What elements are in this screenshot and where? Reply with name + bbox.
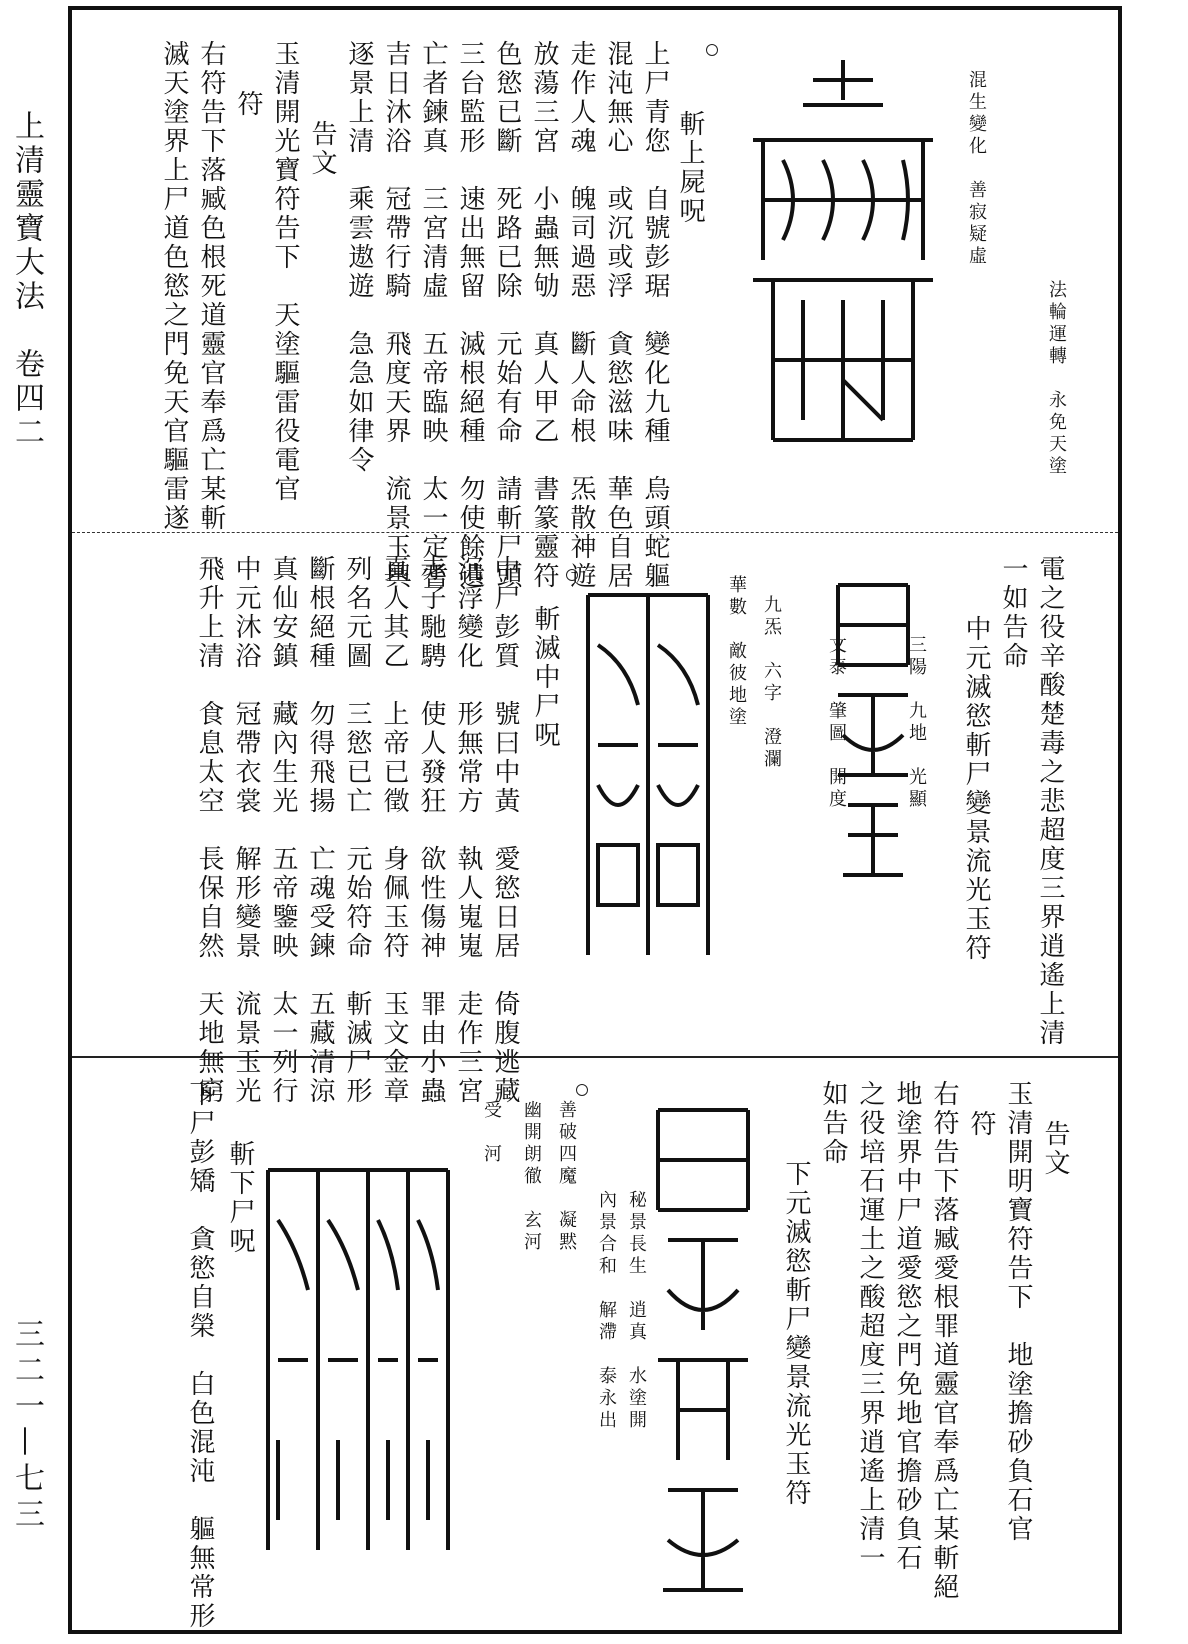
circle-marker-icon xyxy=(576,1084,588,1096)
seal-caption: 三陽 九地 光顯 xyxy=(906,635,927,811)
talisman-glyph-icon xyxy=(733,50,953,470)
fu-line: 右符告下落臧愛根罪道靈官奉爲亡某斬絕 xyxy=(929,1080,959,1602)
text-line: 中尸彭質 號曰中黃 愛慾日居 倚腹逃藏 xyxy=(490,555,520,1106)
text-line: 逐景上清 乘雲遨遊 急急如律令 xyxy=(344,40,374,475)
book-title: 上清靈寶大法 卷四二 xyxy=(9,110,44,450)
talisman-glyph-icon xyxy=(258,1160,458,1560)
text-line: 赤子馳騁 使人發狂 欲性傷神 罪由小蟲 xyxy=(416,555,446,1106)
divider-lower xyxy=(72,1056,1118,1058)
talisman-glyph-icon xyxy=(578,585,718,965)
seal-caption-right: 混生變化 善寂疑虛 xyxy=(966,70,987,268)
fu-line: 滅天塗界上尸道色慾之門免天官驅雷遂 xyxy=(159,40,189,533)
seal-caption: 善破四魔 凝黙 xyxy=(556,1100,577,1254)
divider-upper xyxy=(72,532,1118,533)
talisman-seal-middle-left xyxy=(578,585,718,965)
section-upper xyxy=(72,10,1118,591)
fu-label: 符 xyxy=(966,1110,996,1139)
heading-lower-curse: 斬下尸呪 xyxy=(225,1140,255,1256)
heading-lower-talisman: 下元滅慾斬尸變景流光玉符 xyxy=(781,1160,811,1508)
text-line: 沉浮變化 形無常方 執人嵬嵬 走作三宮 xyxy=(453,555,483,1106)
talisman-seal-lower-right xyxy=(648,1090,758,1610)
circle-marker-icon xyxy=(566,569,578,581)
text-line: 一如告命 xyxy=(998,555,1028,671)
seal-caption: 受 河 xyxy=(481,1100,502,1166)
gaowen-label: 告文 xyxy=(1040,1120,1070,1178)
seal-caption: 文泰 肇圖 開度 xyxy=(826,635,847,811)
seal-caption: 九炁 六字 澄瀾 xyxy=(761,595,782,771)
text-line: 混沌無心 或沉或浮 貪慾滋味 華色自居 xyxy=(603,40,633,591)
talisman-glyph-icon xyxy=(828,565,918,895)
fu-label: 符 xyxy=(233,90,263,119)
section-middle xyxy=(72,535,1118,1106)
text-line: 上尸青您 自號彭琚 變化九種 烏頭蛇軀 xyxy=(640,40,670,591)
text-line: 下尸彭矯 貪慾自榮 白色混沌 軀無常形 xyxy=(185,1080,215,1631)
text-line: 斷根絕種 勿得飛揚 亡魂受鍊 五藏清涼 xyxy=(305,555,335,1106)
gaowen-line: 玉清開光寶符告下 天塗驅雷役電官 xyxy=(270,40,300,504)
text-line: 色慾已斷 死路已除 元始有命 請斬尸頭 xyxy=(492,40,522,591)
text-line: 三台監形 速出無留 滅根絕種 勿使餘遺 xyxy=(455,40,485,591)
fu-line: 如告命 xyxy=(818,1080,848,1167)
seal-caption: 華數 敵彼地塗 xyxy=(726,575,747,729)
text-line: 中元沐浴 冠帶衣裳 解形變景 流景玉光 xyxy=(231,555,261,1106)
gaowen-label: 告文 xyxy=(307,120,337,178)
talisman-seal-middle-right xyxy=(828,565,918,895)
text-line: 飛升上清 食息太空 長保自然 天地無窮 xyxy=(194,555,224,1106)
talisman-seal-upper xyxy=(733,50,953,470)
text-line: 電之役辛酸楚毒之悲超度三界逍遙上清 xyxy=(1035,555,1065,1048)
heading-middle-curse: 斬滅中尸呪 xyxy=(530,605,560,750)
text-line: 真仙安鎮 藏內生光 五帝鑒映 太一列行 xyxy=(268,555,298,1106)
fu-line: 之役培石運土之酸超度三界逍遙上清一 xyxy=(855,1080,885,1573)
seal-caption: 幽開朗徹 玄河 xyxy=(521,1100,542,1254)
text-line: 吉日沐浴 冠帶行騎 飛度天界 流景玉輿 xyxy=(381,40,411,591)
talisman-glyph-icon xyxy=(648,1090,758,1610)
heading-middle-talisman: 中元滅慾斬尸變景流光玉符 xyxy=(961,615,991,963)
section-lower xyxy=(72,1060,1118,1630)
seal-caption: 秘景長生 逍真 水塗開 xyxy=(626,1190,647,1432)
page-number: 三二一—七三 xyxy=(9,1318,44,1534)
heading-upper-curse: 斬上屍呪 xyxy=(675,110,705,226)
circle-marker-icon xyxy=(706,44,718,56)
text-line: 真人其乙 上帝已徵 身佩玉符 玉文金章 xyxy=(379,555,409,1106)
text-line: 放蕩三宮 小蟲無劬 真人甲乙 書篆靈符 xyxy=(529,40,559,591)
seal-caption-left: 法輪運轉 永免天塗 xyxy=(1046,280,1067,478)
page-frame xyxy=(68,6,1122,1634)
gaowen-line: 玉清開明寶符告下 地塗擔砂負石官 xyxy=(1003,1080,1033,1544)
fu-line: 地塗界中尸道愛慾之門免地官擔砂負石 xyxy=(892,1080,922,1573)
talisman-seal-lower-left xyxy=(258,1160,458,1560)
text-line: 走作人魂 魄司過惡 斷人命根 炁散神遊 xyxy=(566,40,596,591)
text-line: 亡者鍊真 三宮清虛 五帝臨映 太一定耆 xyxy=(418,40,448,591)
text-line: 列名元圖 三慾已亡 元始符命 斬滅尸形 xyxy=(342,555,372,1106)
seal-caption: 內景合和 解滯 泰永出 xyxy=(596,1190,617,1432)
fu-line: 右符告下落臧色根死道靈官奉爲亡某斬 xyxy=(196,40,226,533)
